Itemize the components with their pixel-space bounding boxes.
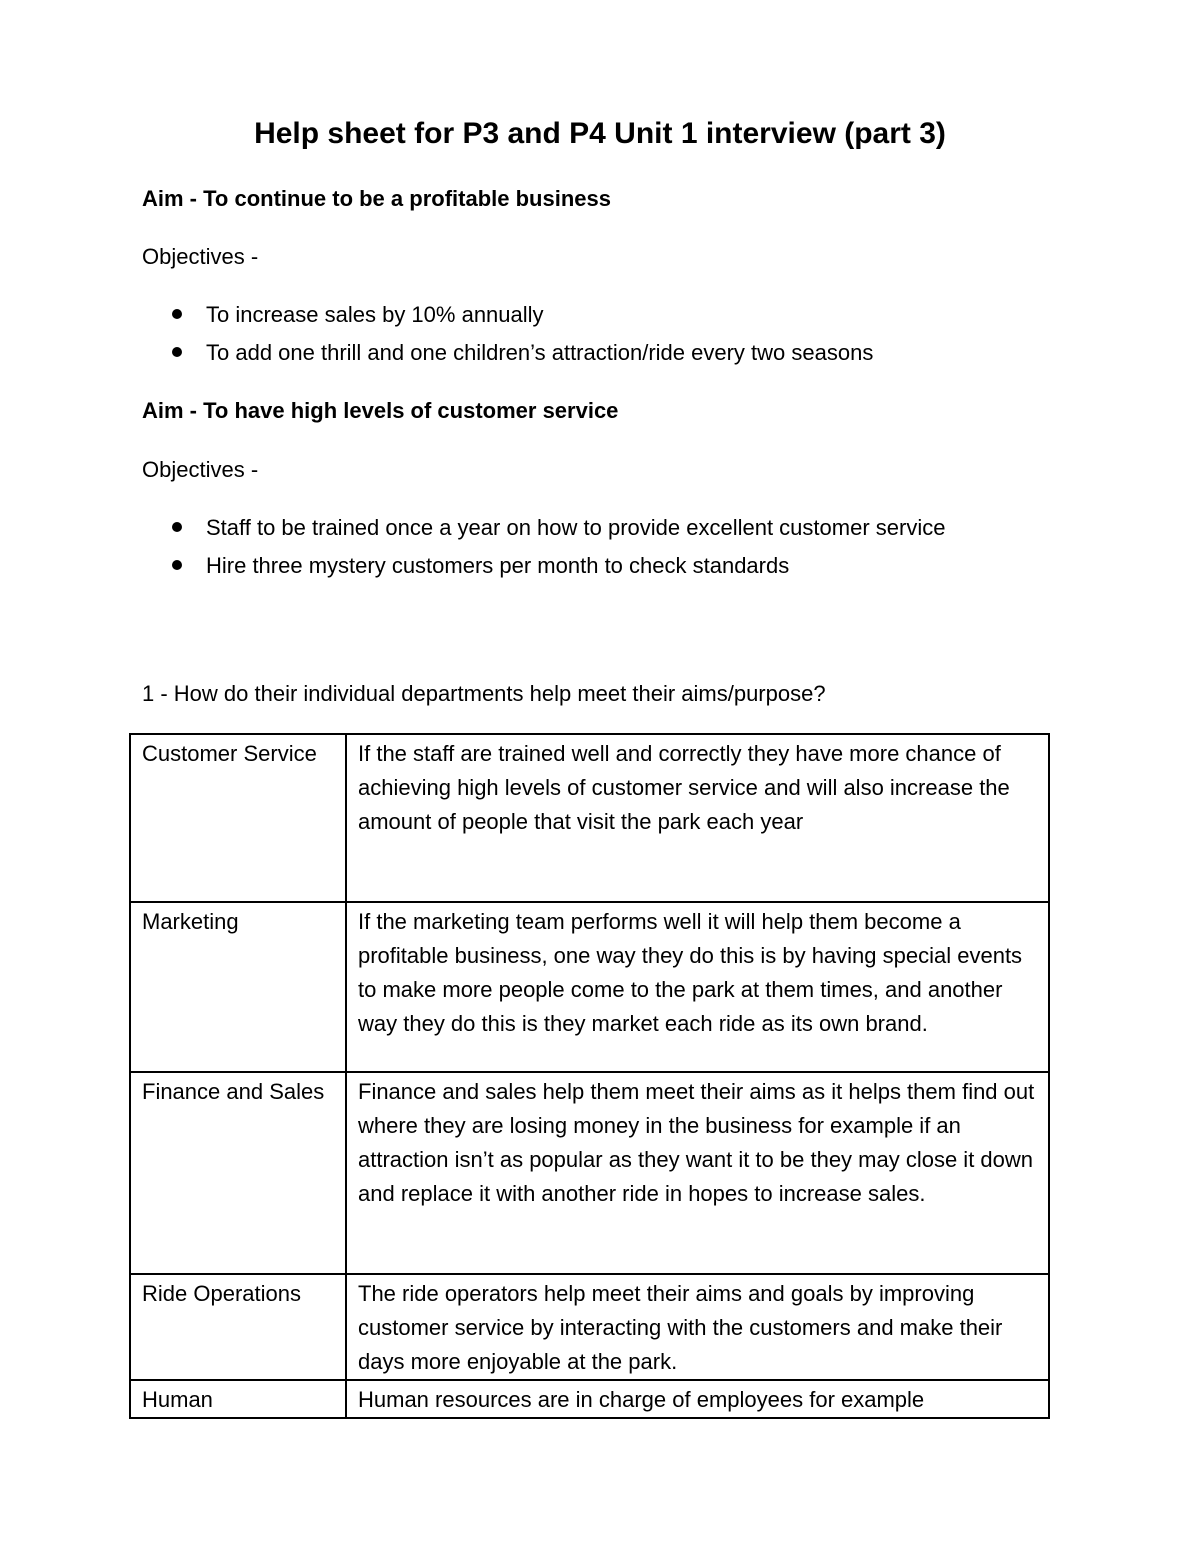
list-item-text: To increase sales by 10% annually [206,302,544,327]
aim-heading: Aim - To continue to be a profitable business [142,186,611,211]
bullet-icon [172,522,182,532]
table-row [130,1274,1049,1380]
question-text: 1 - How do their individual departments help meet their aims/purpose? [142,681,826,706]
description-cell: If the marketing team performs well it will help them become a profitable business, one way they do this is by having special events to make more people come to the park at them times, and another way they do this is they market each ride as its own brand. [346,902,1049,1072]
description-cell: The ride operators help meet their aims and goals by improving customer service by interacting with the customers and make their days more enjoyable at the park. [346,1274,1049,1380]
departments-table [129,733,1050,1419]
list-item-text: Staff to be trained once a year on how to provide excellent customer service [206,515,946,540]
department-cell: Marketing [130,902,346,1072]
department-cell: Finance and Sales [130,1072,346,1274]
objectives-label: Objectives - [142,244,259,269]
table-row [130,734,1049,902]
department-cell: Customer Service [130,734,346,902]
page-title: Help sheet for P3 and P4 Unit 1 interview (part 3) [254,117,946,150]
list-item-text: To add one thrill and one children’s attraction/ride every two seasons [206,340,874,365]
bullet-icon [172,347,182,357]
table-row [130,1380,1049,1418]
table-row [130,902,1049,1072]
objectives-label: Objectives - [142,457,259,482]
list-item-text: Hire three mystery customers per month to check standards [206,553,790,578]
description-cell: Finance and sales help them meet their aims as it helps them find out where they are losing money in the business for example if an attraction isn’t as popular as they want it to be they may close it down and replace it with another ride in hopes to increase sales. [346,1072,1049,1274]
bullet-icon [172,309,182,319]
list-item [172,551,789,581]
aim-heading: Aim - To have high levels of customer service [142,398,619,423]
list-item [172,338,873,368]
department-cell: Human [130,1380,346,1418]
list-item [172,300,544,330]
description-cell: Human resources are in charge of employees for example [346,1380,1049,1418]
department-cell: Ride Operations [130,1274,346,1380]
list-item [172,513,945,543]
table-row [130,1072,1049,1274]
bullet-icon [172,560,182,570]
description-cell: If the staff are trained well and correctly they have more chance of achieving high levels of customer service and will also increase the amount of people that visit the park each year [346,734,1049,902]
